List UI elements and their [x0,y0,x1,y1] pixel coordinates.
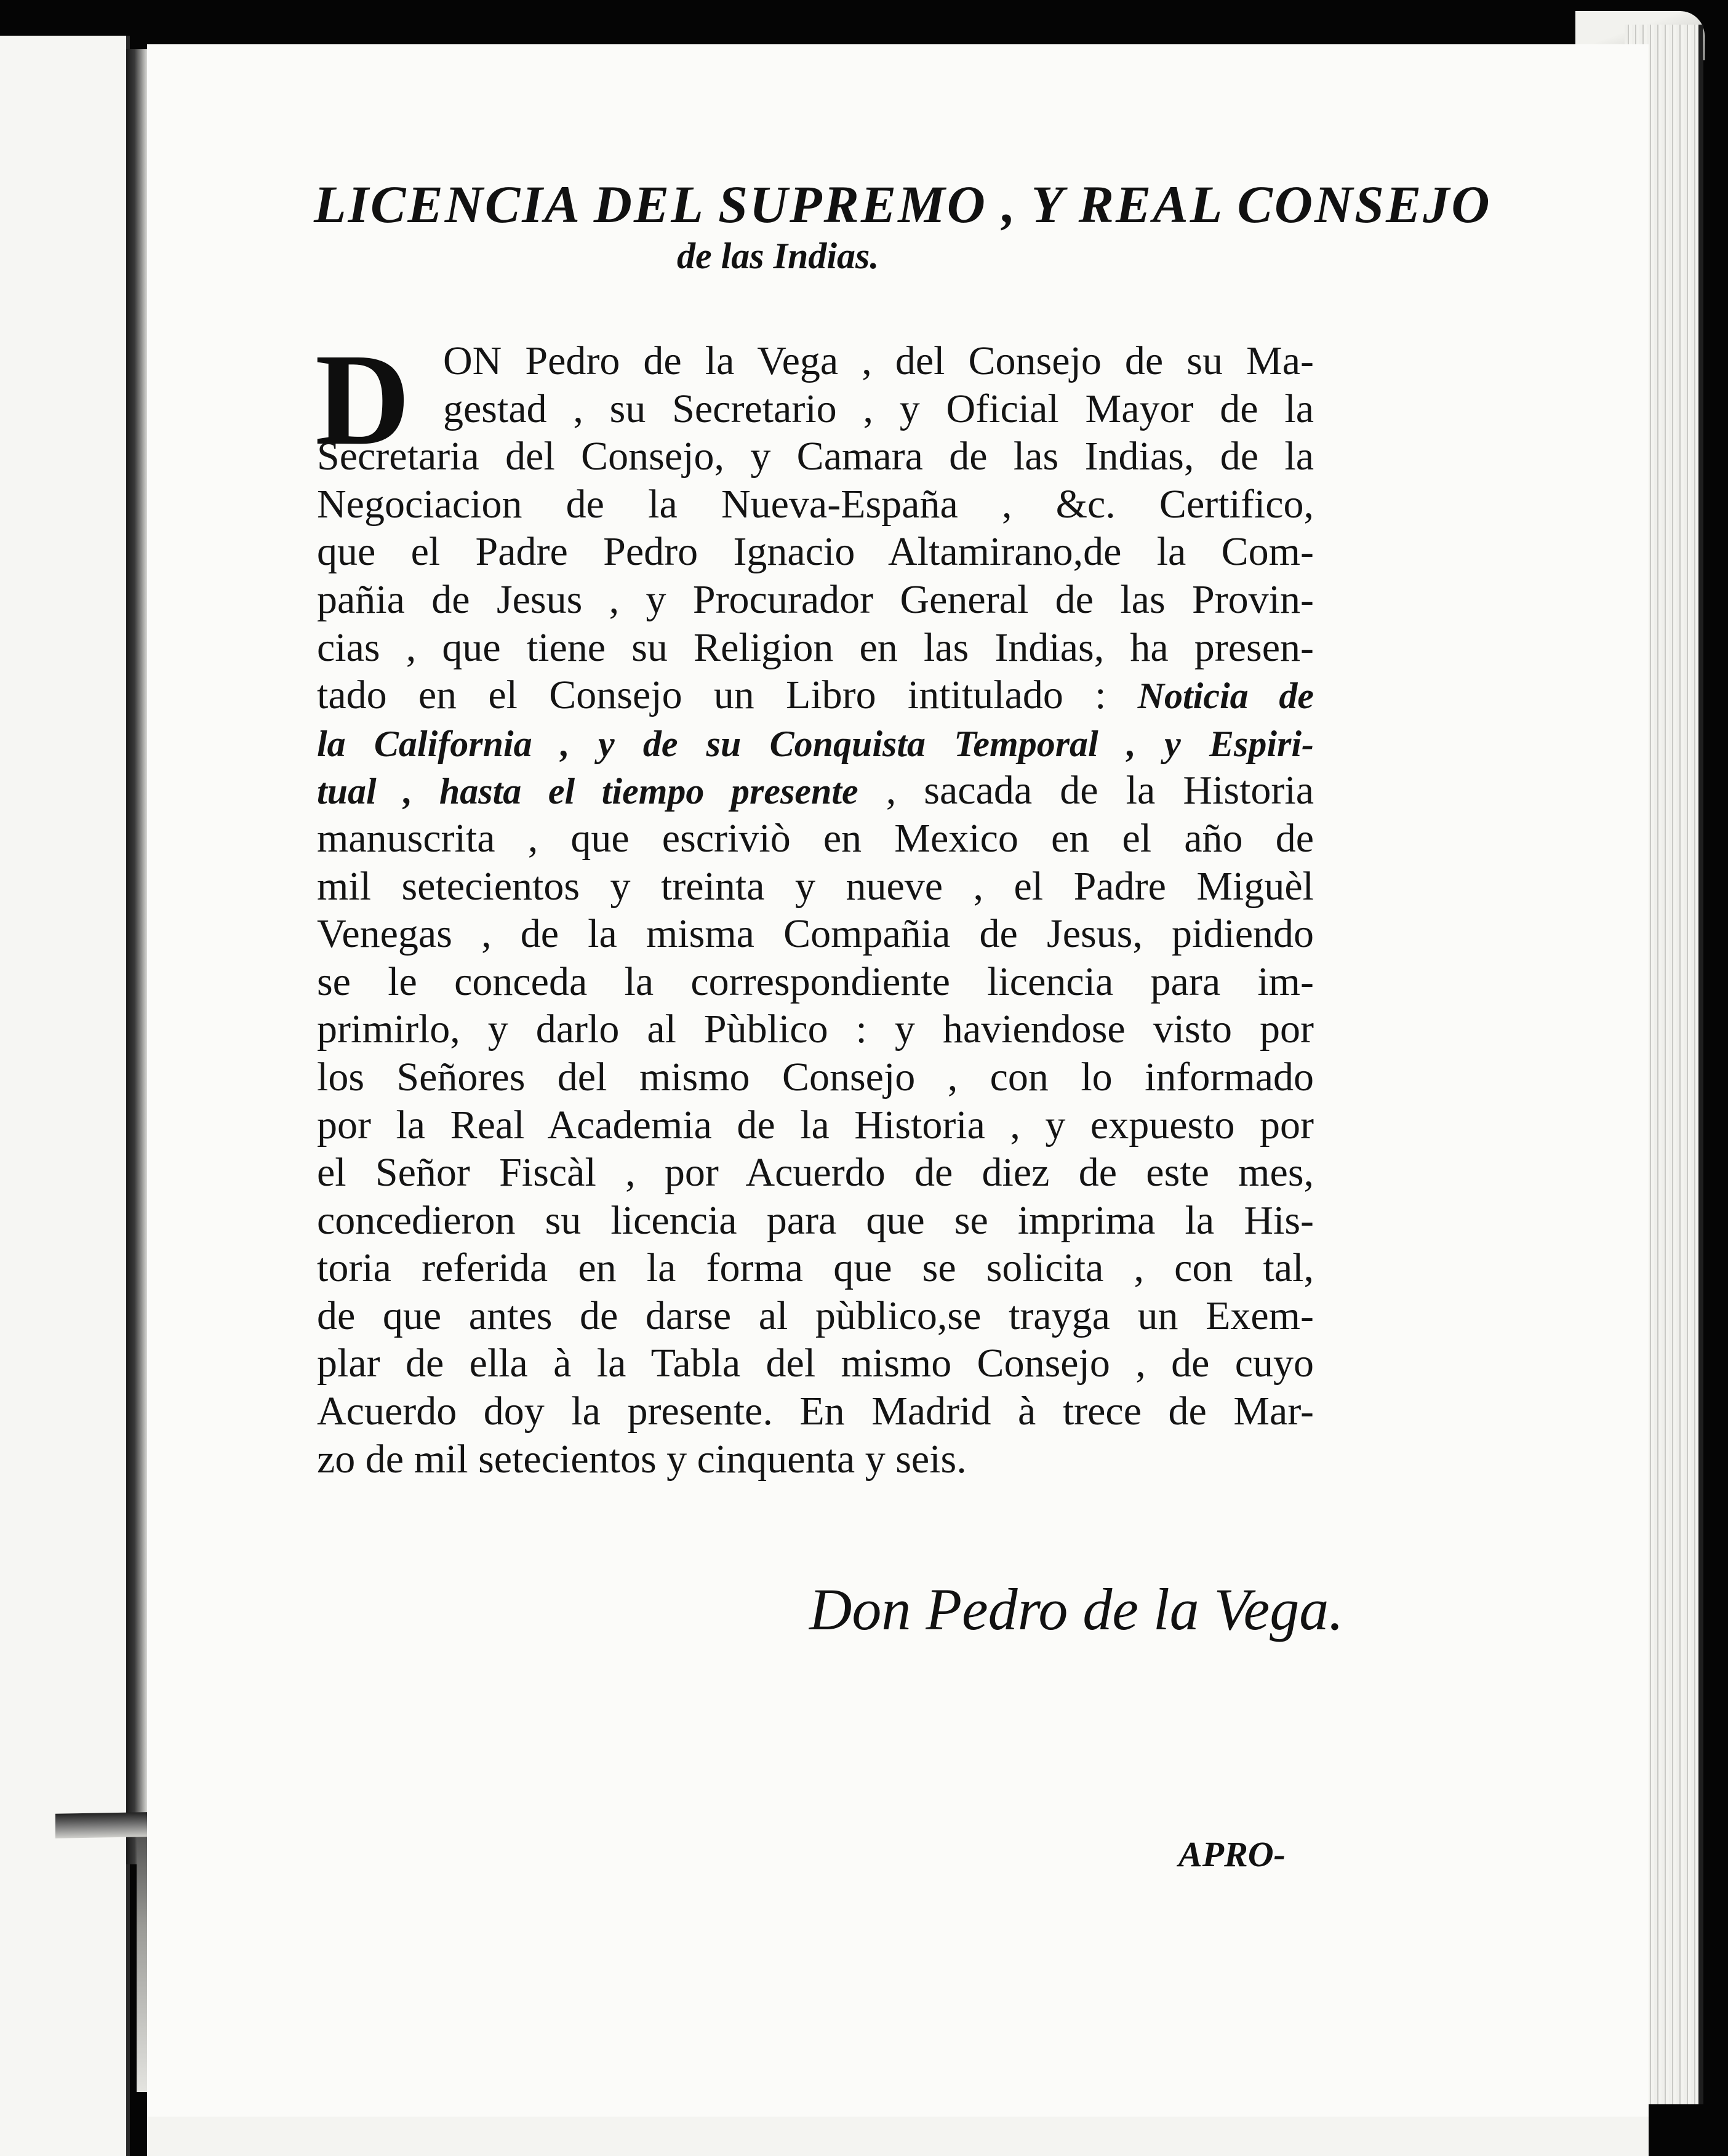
catchword: APRO- [1178,1834,1286,1874]
text-line: manuscrita , que escriviò en Mexico en el año de [317,815,1314,861]
text-line: el Señor Fiscàl , por Acuerdo de diez de este mes, [317,1150,1314,1196]
text-line: Venegas , de la misma Compañia de Jesus, pidiendo [317,911,1314,957]
text-line: Acuerdo doy la presente. En Madrid à trece de Mar- [317,1389,1314,1434]
page-title: LICENCIA DEL SUPREMO , Y REAL CONSEJO [314,175,1492,234]
signature: Don Pedro de la Vega. [809,1576,1344,1642]
text-line: Negociacion de la Nueva-España , &c. Certifico, [317,481,1314,527]
text-line: cias , que tiene su Religion en las Indias, ha presen- [317,625,1314,670]
text-line: mil setecientos y treinta y nueve , el Padre Miguèl [317,863,1314,909]
text-line: primirlo, y darlo al Pùblico : y haviendose visto por [317,1007,1314,1052]
book-title-italic: tual , hasta el tiempo presente [317,771,858,812]
text-line [317,719,1314,767]
text-line: concedieron su licencia para que se imprima la His- [317,1197,1314,1243]
drop-cap: D [315,327,410,473]
text-line: que el Padre Pedro Ignacio Altamirano,de la Com- [317,529,1314,575]
text-line [317,671,1314,719]
book-title-italic: Noticia de [1137,676,1314,717]
book-title-italic: la California , y de su Conquista Temporal , y Espiri- [317,723,1314,764]
text-line: se le conceda la correspondiente licencia para im- [317,959,1314,1004]
page-subtitle: de las Indias. [677,236,879,276]
text-line: gestad , su Secretario , y Oficial Mayor de la [443,386,1314,431]
text-line: Secretaria del Consejo, y Camara de las Indias, de la [317,434,1314,479]
text-line: los Señores del mismo Consejo , con lo informado [317,1054,1314,1100]
text-run: tado en el Consejo un Libro intitulado : [317,673,1106,718]
text-line: toria referida en la forma que se solicita , con tal, [317,1245,1314,1291]
text-run: , sacada de la Historia [886,768,1314,813]
text-line: plar de ella à la Tabla del mismo Consejo , de cuyo [317,1341,1314,1386]
text-line: pañia de Jesus , y Procurador General de las Provin- [317,577,1314,622]
certificate-body [315,327,1314,1483]
text-line [317,767,1314,815]
text-line: de que antes de darse al pùblico,se trayga un Exem- [317,1293,1314,1338]
page-bottom-margin [147,2117,1649,2156]
text-line: ON Pedro de la Vega , del Consejo de su Ma- [443,338,1314,383]
text-line: zo de mil setecientos y cinquenta y seis. [317,1436,967,1482]
book-gutter [126,49,147,1864]
text-line: por la Real Academia de la Historia , y expuesto por [317,1102,1314,1148]
